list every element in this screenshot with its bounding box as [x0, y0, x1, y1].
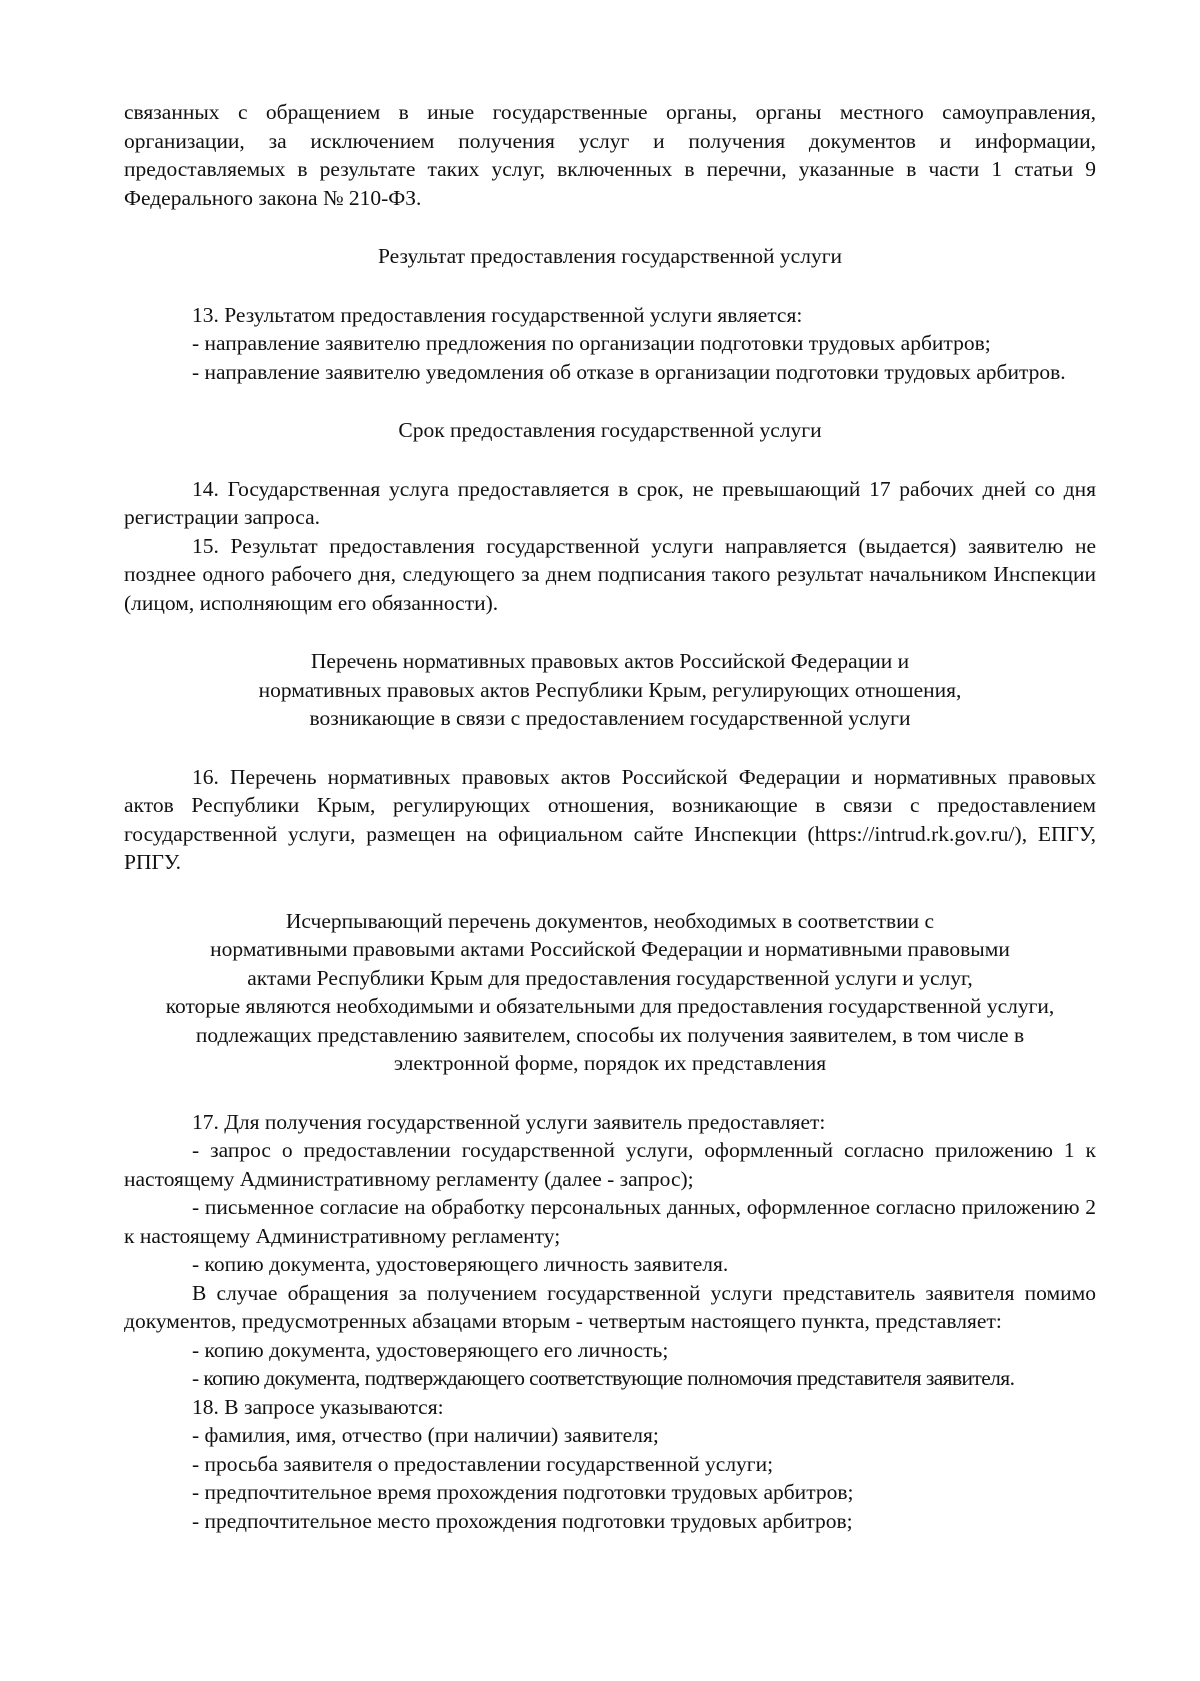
intro-paragraph: связанных с обращением в иные государственные органы, органы местного самоуправления, организации, за исключением получения услуг и получения документов и информации, предоставляемых в результате таких услуг, включенных в перечни, указанные в части 1 статьи 9 Федерального закона № 210-ФЗ. — [124, 100, 1096, 210]
result-item: - направление заявителю предложения по организации подготовки трудовых арбитров; — [192, 331, 991, 355]
heading-line: электронной форме, порядок их представления — [393, 1051, 827, 1075]
section-heading-term: Срок предоставления государственной услуги — [398, 418, 822, 442]
list-item: - копию документа, удостоверяющего личность заявителя. — [192, 1252, 729, 1276]
paragraph-15: 15. Результат предоставления государственной услуги направляется (выдается) заявителю не позднее одного рабочего дня, следующего за днем подписания такого результат начальником Инспекции (лицом, исполняющим его обязанности). — [124, 533, 1096, 615]
paragraph-14: 14. Государственная услуга предоставляется в срок, не превышающий 17 рабочих дней со дня регистрации запроса. — [124, 476, 1096, 529]
heading-line: Исчерпывающий перечень документов, необходимых в соответствии с — [285, 908, 935, 933]
section-heading-result: Результат предоставления государственной услуги — [377, 244, 843, 268]
list-item: - предпочтительное время прохождения подготовки трудовых арбитров; — [192, 1480, 854, 1504]
paragraph-17-representative: В случае обращения за получением государственной услуги представитель заявителя помимо документов, предусмотренных абзацами вторым - четвертым настоящего пункта, представляет: — [124, 1280, 1096, 1333]
list-item: - просьба заявителя о предоставлении государственной услуги; — [192, 1451, 774, 1476]
list-item: - предпочтительное место прохождения подготовки трудовых арбитров; — [192, 1508, 853, 1533]
result-item: - направление заявителю уведомления об отказе в организации подготовки трудовых арбитров. — [192, 359, 1066, 384]
heading-line: подлежащих представлению заявителем, способы их получения заявителем, в том числе в — [195, 1022, 1025, 1047]
list-item: - фамилия, имя, отчество (при наличии) заявителя; — [192, 1423, 659, 1447]
section-heading-documents — [124, 907, 1096, 1078]
paragraph-13: 13. Результатом предоставления государственной услуги является: — [192, 302, 803, 327]
list-item: - копию документа, удостоверяющего его личность; — [192, 1337, 669, 1362]
paragraph-18: 18. В запросе указываются: — [192, 1394, 444, 1419]
heading-line: актами Республики Крым для предоставления государственной услуги и услуг, — [247, 965, 973, 990]
heading-line: нормативными правовыми актами Российской Федерации и нормативными правовыми — [210, 937, 1010, 961]
document-page — [124, 98, 1096, 1535]
list-item: - копию документа, подтверждающего соответствующие полномочия представителя заявителя. — [192, 1366, 1015, 1390]
section-heading-acts — [124, 647, 1096, 733]
heading-line: Перечень нормативных правовых актов Российской Федерации и — [310, 649, 910, 673]
heading-line: нормативных правовых актов Республики Крым, регулирующих отношения, — [258, 677, 962, 702]
heading-line: которые являются необходимыми и обязательными для предоставления государственной услуги, — [165, 994, 1055, 1018]
paragraph-16: 16. Перечень нормативных правовых актов Российской Федерации и нормативных правовых актов Республики Крым, регулирующих отношения, возникающие в связи с предоставлением государственной услуги, размещен на официальном сайте Инспекции (https://intrud.rk.gov.ru/), ЕПГУ, РПГУ. — [124, 764, 1096, 874]
list-item: - письменное согласие на обработку персональных данных, оформленное согласно приложению 2 к настоящему Административному регламенту; — [124, 1195, 1096, 1248]
list-item: - запрос о предоставлении государственной услуги, оформленный согласно приложению 1 к настоящему Административному регламенту (далее - запрос); — [124, 1138, 1096, 1191]
paragraph-17: 17. Для получения государственной услуги заявитель предоставляет: — [192, 1109, 826, 1134]
heading-line: возникающие в связи с предоставлением государственной услуги — [309, 706, 911, 730]
